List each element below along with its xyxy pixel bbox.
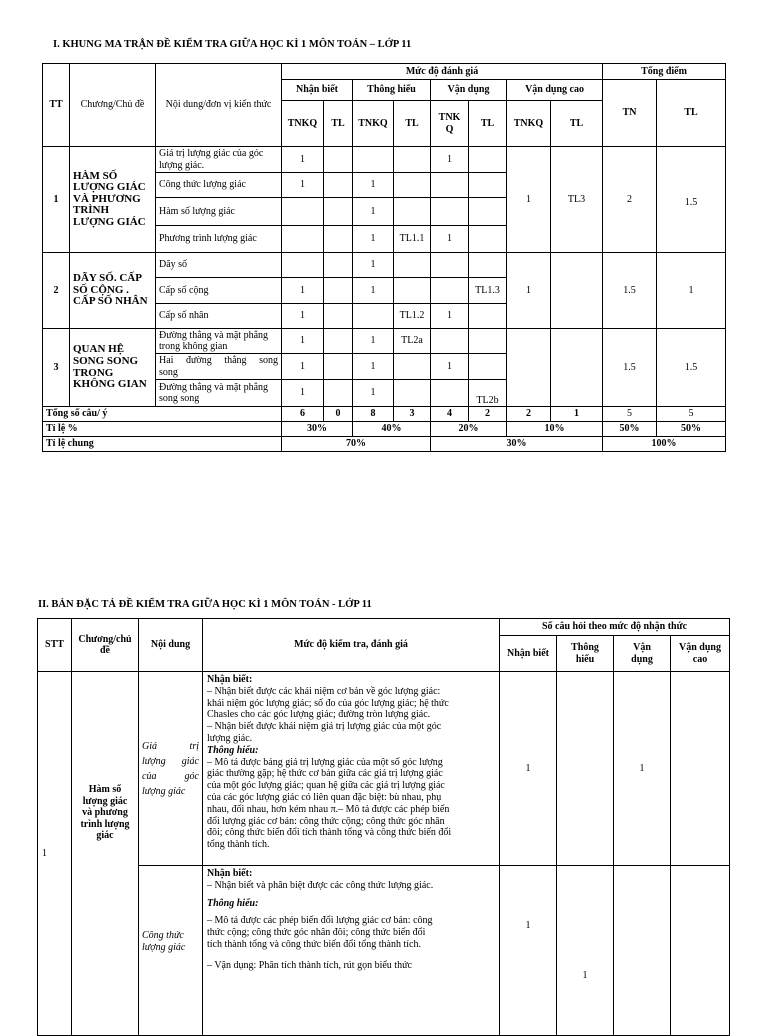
header-van-dung-cao: Vận dụng cao [507, 80, 603, 101]
cell-th-tl: TL1.1 [394, 226, 431, 253]
cell-th-tnkq: 1 [353, 198, 394, 226]
content-cell: Đường thẳng và mặt phẳng trong không gian [156, 329, 282, 354]
cell-nb-tl [324, 329, 353, 354]
topic-number: 2 [43, 253, 70, 329]
cell-total-tn: 2 [603, 147, 657, 253]
row-stt: 1 [38, 672, 72, 1036]
cell-vd-tnkq: 1 [431, 147, 469, 173]
header-nb-tl: TL [324, 101, 353, 147]
totals-label: Tổng số câu/ ý [43, 407, 282, 422]
ratio-vdc: 10% [507, 422, 603, 437]
cell-th-tnkq: 1 [353, 354, 394, 380]
table-row [43, 329, 726, 354]
general-b: 30% [431, 437, 603, 452]
cell-nb-tl [324, 173, 353, 198]
cell-vd-tl [469, 253, 507, 278]
cell-th-tl [394, 173, 431, 198]
description-cell: Nhận biết: – Nhận biết và phân biệt được các công thức lượng giác. Thông hiểu: – Mô tả được các phép biến đổi lượng giác cơ bản: công thức cộng; công thức góc nhân đôi; công thức biến đổi tích thành tổng và công thức biến đổi tổng thành tích. – Vận dụng: Phân tích thành tích, rút gọn biểu thức [203, 866, 500, 1036]
cell-vd-tl [469, 226, 507, 253]
cell-th-tnkq: 1 [353, 253, 394, 278]
header-nhan-biet: Nhận biết [282, 80, 353, 101]
totals-row [43, 407, 726, 422]
cell-th-tl [394, 147, 431, 173]
cell-vd-tl [469, 198, 507, 226]
total-value: 4 [431, 407, 469, 422]
count-th [557, 672, 614, 866]
cell-total-tl: 1 [657, 253, 726, 329]
cell-th-tnkq: 1 [353, 226, 394, 253]
total-value: 8 [353, 407, 394, 422]
header-th: Thông hiểu [557, 636, 614, 672]
ratio-vd: 20% [431, 422, 507, 437]
cell-vd-tl [469, 147, 507, 173]
content-cell: Cấp số cộng [156, 278, 282, 304]
cell-th-tl [394, 198, 431, 226]
general-label: Tỉ lệ chung [43, 437, 282, 452]
topic-title: HÀM SỐ LƯỢNG GIÁC VÀ PHƯƠNG TRÌNH LƯỢNG GIÁC [70, 147, 156, 253]
total-value: 6 [282, 407, 324, 422]
total-value: 2 [469, 407, 507, 422]
topic-number: 3 [43, 329, 70, 407]
cell-nb-tl [324, 380, 353, 407]
cell-th-tl [394, 253, 431, 278]
table-row [43, 147, 726, 173]
header-vdc: Vận dụng cao [671, 636, 730, 672]
header-vd: Vận dụng [614, 636, 671, 672]
header-tt: TT [43, 64, 70, 147]
cell-vd-tnkq [431, 198, 469, 226]
cell-nb-tl [324, 198, 353, 226]
count-vdc [671, 672, 730, 866]
header-level: Mức độ đánh giá [282, 64, 603, 80]
section2-title: II. BẢN ĐẶC TẢ ĐỀ KIỂM TRA GIỮA HỌC KÌ 1 MÔN TOÁN - LỚP 11 [38, 599, 372, 610]
count-vd [614, 866, 671, 1036]
content-cell: Công thức lượng giác [156, 173, 282, 198]
section1-title: I. KHUNG MA TRẬN ĐỀ KIỂM TRA GIỮA HỌC KÌ 1 MÔN TOÁN – LỚP 11 [53, 39, 412, 50]
ratio-row [43, 422, 726, 437]
header-vdc-tl: TL [551, 101, 603, 147]
cell-th-tl [394, 278, 431, 304]
content-cell: Công thức lượng giác [139, 866, 203, 1036]
cell-th-tl [394, 380, 431, 407]
count-vd: 1 [614, 672, 671, 866]
chapter-title: Hàm số lượng giác và phương trình lượng giác [72, 672, 139, 1036]
cell-vdc-tl [551, 253, 603, 329]
cell-nb-tl [324, 278, 353, 304]
header-tl-total: TL [657, 80, 726, 147]
header-chapter: Chương/Chủ đề [70, 64, 156, 147]
cell-total-tn: 1.5 [603, 253, 657, 329]
cell-vd-tnkq [431, 278, 469, 304]
content-cell: Hàm số lượng giác [156, 198, 282, 226]
ratio-nb: 30% [282, 422, 353, 437]
cell-vd-tnkq [431, 253, 469, 278]
count-th: 1 [557, 866, 614, 1036]
count-vdc [671, 866, 730, 1036]
cell-total-tl: 1.5 [657, 329, 726, 407]
total-value: 3 [394, 407, 431, 422]
topic-title: QUAN HỆ SONG SONG TRONG KHÔNG GIAN [70, 329, 156, 407]
content-cell: Giá trị lượng giác của góc lượng giác [139, 672, 203, 866]
cell-th-tl: TL2a [394, 329, 431, 354]
cell-vd-tnkq: 1 [431, 304, 469, 329]
cell-nb-tnkq [282, 253, 324, 278]
topic-title: DÃY SỐ. CẤP SỐ CỘNG . CẤP SỐ NHÂN [70, 253, 156, 329]
topic-number: 1 [43, 147, 70, 253]
cell-th-tnkq: 1 [353, 380, 394, 407]
cell-th-tnkq: 1 [353, 173, 394, 198]
general-ratio-row [43, 437, 726, 452]
total-value: 5 [657, 407, 726, 422]
total-value: 2 [507, 407, 551, 422]
header-nb-tnkq: TNKQ [282, 101, 324, 147]
cell-nb-tnkq: 1 [282, 278, 324, 304]
header-van-dung: Vận dụng [431, 80, 507, 101]
cell-vd-tnkq [431, 380, 469, 407]
ratio-tl: 50% [657, 422, 726, 437]
count-nb: 1 [500, 866, 557, 1036]
cell-nb-tl [324, 304, 353, 329]
cell-total-tl: 1.5 [657, 147, 726, 253]
header-vdc-tnkq: TNKQ [507, 101, 551, 147]
header-tn: TN [603, 80, 657, 147]
header-nb: Nhận biết [500, 636, 557, 672]
cell-total-tn: 1.5 [603, 329, 657, 407]
table-row [38, 672, 730, 866]
cell-vdc-tnkq: 1 [507, 253, 551, 329]
cell-nb-tnkq: 1 [282, 354, 324, 380]
table-row [43, 253, 726, 278]
header-content: Nội dung [139, 619, 203, 672]
matrix-table [42, 63, 726, 452]
content-cell: Dãy số [156, 253, 282, 278]
content-cell: Hai đường thẳng song song [156, 354, 282, 380]
ratio-label: Tỉ lệ % [43, 422, 282, 437]
cell-vdc-tnkq: 1 [507, 147, 551, 253]
cell-nb-tnkq: 1 [282, 380, 324, 407]
cell-vd-tl [469, 304, 507, 329]
general-c: 100% [603, 437, 726, 452]
cell-th-tl: TL1.2 [394, 304, 431, 329]
ratio-tn: 50% [603, 422, 657, 437]
cell-nb-tl [324, 354, 353, 380]
cell-vd-tnkq: 1 [431, 354, 469, 380]
content-cell: Giá trị lượng giác của góc lượng giác. [156, 147, 282, 173]
cell-vd-tl [469, 329, 507, 354]
spec-table [37, 618, 730, 1036]
header-count: Số câu hỏi theo mức độ nhận thức [500, 619, 730, 636]
cell-th-tnkq [353, 147, 394, 173]
total-value: 0 [324, 407, 353, 422]
description-cell: Nhận biết: – Nhận biết được các khái niệm cơ bản về góc lượng giác: khái niệm góc lượng giác; số đo của góc lượng giác; hệ thức Chasles cho các góc lượng giác; đường tròn lượng giác. – Nhận biết được khái niệm giá trị lượng giác của một góc lượng giác. Thông hiểu: – Mô tả được bảng giá trị lượng giác của một số góc lượng giác thường gặp; hệ thức cơ bản giữa các giá trị lượng giác của một góc lượng giác; quan hệ giữa các giá trị lượng giác của các góc lượng giác có liên quan đặc biệt: bù nhau, phụ nhau, đối nhau, hơn kém nhau π.– Mô tả được các phép biến đổi lượng giác cơ bản: công thức cộng; công thức góc nhân đôi; công thức biến đổi tích thành tổng và công thức biến đổi tổng thành tích. [203, 672, 500, 866]
cell-vd-tnkq [431, 173, 469, 198]
cell-nb-tnkq: 1 [282, 304, 324, 329]
total-value: 1 [551, 407, 603, 422]
header-th-tl: TL [394, 101, 431, 147]
cell-nb-tl [324, 226, 353, 253]
header-vd-tl: TL [469, 101, 507, 147]
total-value: 5 [603, 407, 657, 422]
ratio-th: 40% [353, 422, 431, 437]
cell-nb-tnkq [282, 198, 324, 226]
header-th-tnkq: TNKQ [353, 101, 394, 147]
cell-nb-tnkq: 1 [282, 173, 324, 198]
cell-vdc-tl [551, 329, 603, 407]
cell-vdc-tl: TL3 [551, 147, 603, 253]
cell-vd-tnkq [431, 329, 469, 354]
cell-nb-tnkq [282, 226, 324, 253]
cell-vd-tl [469, 173, 507, 198]
header-vd-tnkq: TNK Q [431, 101, 469, 147]
cell-th-tnkq [353, 304, 394, 329]
cell-nb-tl [324, 147, 353, 173]
cell-vdc-tnkq [507, 329, 551, 407]
cell-nb-tl [324, 253, 353, 278]
table-row [38, 866, 730, 1036]
content-cell: Phương trình lượng giác [156, 226, 282, 253]
count-nb: 1 [500, 672, 557, 866]
header-chapter: Chương/chủ đề [72, 619, 139, 672]
general-a: 70% [282, 437, 431, 452]
cell-th-tl [394, 354, 431, 380]
header-thong-hieu: Thông hiểu [353, 80, 431, 101]
header-content: Nội dung/đơn vị kiến thức [156, 64, 282, 147]
header-level: Mức độ kiểm tra, đánh giá [203, 619, 500, 672]
cell-vd-tnkq: 1 [431, 226, 469, 253]
cell-vd-tl: TL1.3 [469, 278, 507, 304]
cell-th-tnkq: 1 [353, 329, 394, 354]
content-cell: Cấp số nhân [156, 304, 282, 329]
content-cell: Đường thẳng và mặt phẳng song song [156, 380, 282, 407]
cell-vd-tl [469, 354, 507, 380]
header-total: Tổng điểm [603, 64, 726, 80]
header-stt: STT [38, 619, 72, 672]
cell-nb-tnkq: 1 [282, 147, 324, 173]
cell-th-tnkq: 1 [353, 278, 394, 304]
cell-nb-tnkq: 1 [282, 329, 324, 354]
cell-vd-tl: TL2b [469, 380, 507, 407]
